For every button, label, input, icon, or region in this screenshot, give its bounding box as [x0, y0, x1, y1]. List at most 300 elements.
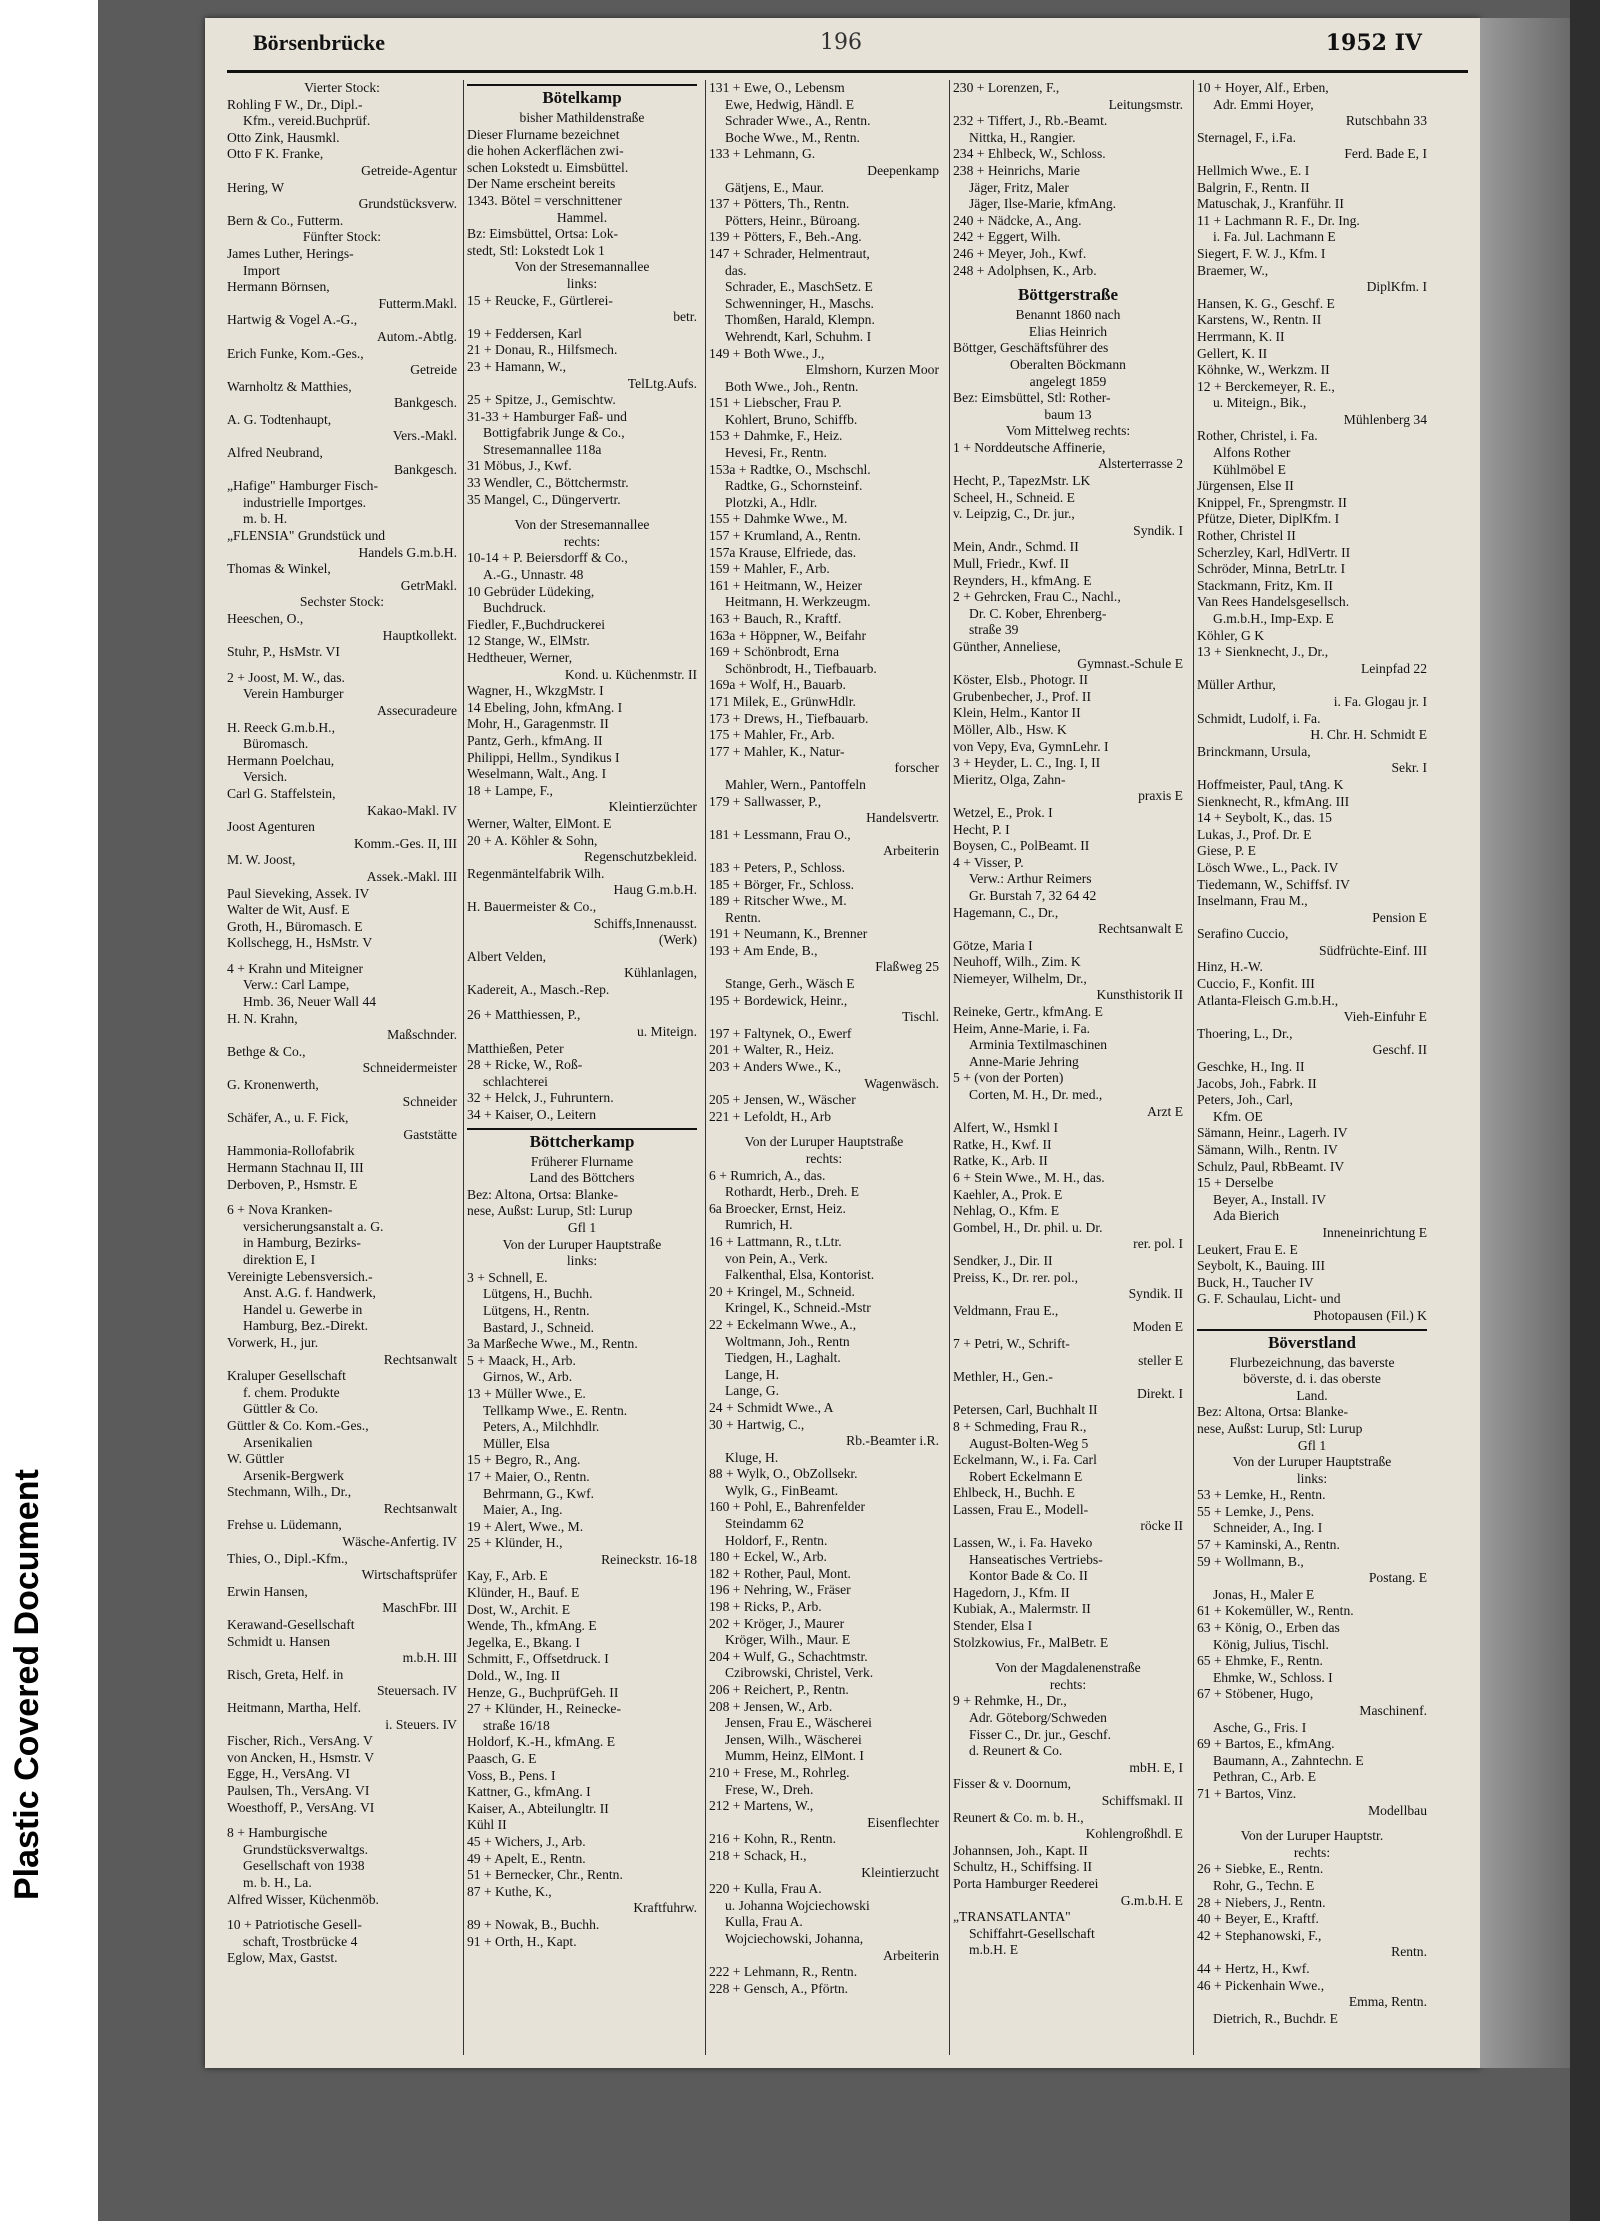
- directory-line: Bankgesch.: [393, 461, 457, 477]
- directory-line: Eckelmann, W., i. Fa. Carl: [953, 1452, 1097, 1468]
- directory-line: Tiedemann, W., Schiffsf. IV: [1197, 876, 1350, 892]
- directory-line: schen Lokstedt u. Eimsbüttel.: [467, 159, 629, 175]
- directory-line: Land.: [1296, 1387, 1328, 1403]
- directory-line: 195 + Bordewick, Heinr.,: [709, 992, 848, 1008]
- directory-line: Sämann, Heinr., Lagerh. IV: [1197, 1125, 1348, 1141]
- directory-line: 6a Broecker, Ernst, Heiz.: [709, 1200, 846, 1216]
- directory-line: Paasch, G. E: [467, 1751, 537, 1766]
- directory-line: Schönbrodt, H., Tiefbauarb.: [725, 660, 877, 676]
- directory-line: Rutschbahn 33: [1345, 113, 1427, 129]
- directory-line: Jonas, H., Maler E: [1213, 1586, 1315, 1602]
- directory-line: Kakao-Makl. IV: [367, 802, 457, 818]
- directory-line: m.b.H. E: [969, 1942, 1019, 1958]
- side-label: Plastic Covered Document: [8, 1469, 46, 1900]
- directory-line: mbH. E, I: [1129, 1759, 1183, 1775]
- directory-line: 212 + Martens, W.,: [709, 1798, 814, 1814]
- directory-line: 22 + Eckelmann Wwe., A.,: [709, 1316, 857, 1332]
- directory-line: Wojciechowski, Johanna,: [725, 1930, 864, 1946]
- directory-line: Schrader, E., MaschSetz. E: [725, 279, 873, 295]
- directory-line: Dr. C. Kober, Ehrenberg-: [969, 605, 1107, 621]
- directory-line: 221 + Lefoldt, H., Arb: [709, 1108, 832, 1124]
- directory-line: 157 + Krumland, A., Rentn.: [709, 528, 861, 544]
- directory-line: rechts:: [1293, 1844, 1331, 1860]
- directory-line: schaft, Trostbrücke 4: [243, 1933, 358, 1949]
- directory-line: 31-33 + Hamburger Faß- und: [467, 408, 627, 424]
- directory-line: Heitmann, Martha, Helf.: [227, 1700, 362, 1715]
- directory-line: d. Reunert & Co.: [969, 1743, 1063, 1759]
- directory-line: 232 + Tiffert, J., Rb.-Beamt.: [953, 113, 1108, 129]
- directory-line: Werner, Walter, ElMont. E: [467, 815, 612, 831]
- directory-line: Klünder, H., Bauf. E: [467, 1585, 580, 1601]
- directory-line: 153 + Dahmke, F., Heiz.: [709, 428, 843, 444]
- directory-line: 11 + Lachmann R. F., Dr. Ing.: [1197, 212, 1360, 228]
- directory-line: 133 + Lehmann, G.: [709, 146, 816, 162]
- directory-line: Kringel, K., Schneid.-Mstr: [725, 1300, 871, 1316]
- directory-line: 65 + Ehmke, F., Rentn.: [1197, 1653, 1323, 1669]
- directory-line: Jacobs, Joh., Fabrk. II: [1197, 1075, 1317, 1091]
- directory-line: Corten, M. H., Dr. med.,: [969, 1087, 1103, 1103]
- directory-line: Hagemann, C., Dr.,: [953, 904, 1059, 920]
- directory-line: Postang. E: [1368, 1570, 1427, 1586]
- directory-line: Maschinenf.: [1359, 1703, 1427, 1718]
- directory-line: Land des Böttchers: [529, 1170, 635, 1186]
- directory-line: Gfl 1: [1297, 1437, 1327, 1453]
- directory-line: Kfm. OE: [1213, 1108, 1263, 1124]
- directory-line: 131 + Ewe, O., Lebensm: [709, 80, 845, 95]
- directory-line: A. G. Todtenhaupt,: [227, 411, 332, 427]
- directory-line: Autom.-Abtlg.: [376, 328, 457, 344]
- directory-line: Gesellschaft von 1938: [243, 1858, 365, 1874]
- directory-line: 12 Stange, W., ElMstr.: [467, 633, 590, 649]
- directory-line: Schulz, Paul, RbBeamt. IV: [1197, 1158, 1345, 1174]
- directory-line: Schmidt u. Hansen: [227, 1633, 331, 1649]
- directory-line: 10 + Hoyer, Alf., Erben,: [1197, 80, 1329, 95]
- directory-line: Stolzkowius, Fr., MalBetr. E: [953, 1634, 1109, 1650]
- directory-line: Balgrin, F., Rentn. II: [1197, 179, 1310, 195]
- directory-line: 208 + Jensen, W., Arb.: [709, 1698, 833, 1714]
- directory-line: Regenmäntelfabrik Wilh.: [467, 865, 605, 881]
- directory-line: 4 + Krahn und Miteigner: [227, 960, 364, 976]
- directory-line: Warnholtz & Matthies,: [227, 378, 352, 394]
- directory-line: Kühlanlagen,: [624, 965, 697, 981]
- directory-line: Alfert, W., Hsmkl I: [953, 1120, 1058, 1136]
- directory-line: Walter de Wit, Ausf. E: [227, 902, 350, 918]
- directory-line: Egge, H., VersAng. VI: [227, 1766, 350, 1782]
- directory-line: Giese, P. E: [1197, 843, 1256, 859]
- directory-line: Mumm, Heinz, ElMont. I: [725, 1748, 864, 1764]
- directory-line: Hoffmeister, Paul, tAng. K: [1197, 776, 1344, 792]
- directory-line: i. Fa. Glogau jr. I: [1333, 693, 1427, 709]
- directory-line: Arsenik-Bergwerk: [243, 1467, 344, 1483]
- directory-line: G. Kronenwerth,: [227, 1077, 319, 1093]
- directory-line: 33 Wendler, C., Böttchermstr.: [467, 475, 629, 491]
- directory-line: Stange, Gerh., Wäsch E: [725, 976, 855, 992]
- directory-line: Mein, Andr., Schmd. II: [953, 539, 1079, 555]
- column-3: [709, 80, 939, 2055]
- directory-line: Von der Luruper Hauptstraße: [502, 1236, 662, 1252]
- directory-line: 175 + Mahler, Fr., Arb.: [709, 727, 835, 743]
- directory-line: steller E: [1138, 1352, 1183, 1368]
- directory-line: Jensen, Frau E., Wäscherei: [725, 1715, 872, 1731]
- directory-line: Van Rees Handelsgesellsch.: [1197, 594, 1350, 610]
- directory-line: 35 Mangel, C., Düngervertr.: [467, 491, 621, 507]
- directory-line: Rechtsanwalt E: [1098, 921, 1183, 937]
- directory-line: 26 + Matthiessen, P.,: [467, 1007, 581, 1023]
- directory-line: 69 + Bartos, E., kfmAng.: [1197, 1736, 1335, 1752]
- directory-line: Getreide-Agentur: [361, 162, 457, 178]
- directory-line: Von der Luruper Hauptstraße: [744, 1134, 904, 1150]
- directory-line: Gfl 1: [567, 1220, 597, 1235]
- directory-line: Schiffahrt-Gesellschaft: [969, 1925, 1095, 1941]
- header-rule: [227, 70, 1468, 73]
- directory-line: rechts:: [1049, 1676, 1087, 1692]
- directory-line: Kond. u. Küchenmstr. II: [564, 666, 697, 682]
- directory-line: Güttler & Co.: [243, 1401, 319, 1417]
- directory-line: 19 + Feddersen, Karl: [467, 325, 582, 341]
- spacer: [227, 1816, 457, 1825]
- directory-line: Hanseatisches Vertriebs-: [969, 1551, 1103, 1567]
- directory-line: Anst. A.G. f. Handwerk,: [243, 1285, 376, 1301]
- directory-line: 210 + Frese, M., Rohrleg.: [709, 1764, 850, 1780]
- directory-line: Arbeiterin: [883, 843, 939, 859]
- directory-line: Porta Hamburger Reederei: [953, 1875, 1099, 1891]
- directory-line: „FLENSIA" Grundstück und: [227, 528, 386, 544]
- directory-line: 49 + Apelt, E., Rentn.: [467, 1850, 586, 1866]
- directory-line: Lange, G.: [725, 1383, 779, 1399]
- directory-line: Woesthoff, P., VersAng. VI: [227, 1799, 375, 1815]
- directory-line: Rothardt, Herb., Dreh. E: [725, 1184, 860, 1200]
- directory-line: 53 + Lemke, H., Rentn.: [1197, 1487, 1326, 1503]
- directory-line: Fisser C., Dr. jur., Geschf.: [969, 1726, 1111, 1742]
- directory-line: Elmshorn, Kurzen Moor: [805, 362, 939, 378]
- directory-line: Stresemannallee 118a: [483, 441, 602, 457]
- directory-line: Serafino Cuccio,: [1197, 926, 1289, 942]
- directory-line: 242 + Eggert, Wilh.: [953, 229, 1061, 245]
- directory-line: Schneidermeister: [362, 1060, 457, 1076]
- directory-line: 25 + Klünder, H.,: [467, 1535, 563, 1551]
- directory-line: 51 + Bernecker, Chr., Rentn.: [467, 1867, 623, 1883]
- directory-line: Schiffs,Innenausst.: [593, 915, 697, 931]
- street-heading: Böttgerstraße: [1017, 285, 1119, 305]
- directory-line: die hohen Ackerflächen zwi-: [467, 143, 624, 159]
- directory-line: Syndik. I: [1133, 522, 1183, 538]
- directory-line: Nittka, H., Rangier.: [969, 129, 1076, 145]
- directory-line: Fisser & v. Doornum,: [953, 1776, 1072, 1792]
- directory-line: Kohlert, Bruno, Schiffb.: [725, 411, 858, 427]
- directory-line: 3 + Schnell, E.: [467, 1269, 548, 1285]
- column-divider: [705, 80, 706, 2055]
- directory-line: nese, Außst: Lurup, Stl: Lurup: [467, 1203, 633, 1219]
- directory-line: 87 + Kuthe, K.,: [467, 1883, 552, 1899]
- directory-line: 63 + König, O., Erben das: [1197, 1620, 1340, 1636]
- directory-line: Siegert, F. W. J., Kfm. I: [1197, 245, 1326, 261]
- directory-line: Von der Stresemannallee: [514, 517, 650, 533]
- directory-line: Hecht, P. I: [953, 821, 1010, 837]
- directory-line: Rumrich, H.: [725, 1217, 793, 1233]
- directory-line: Gymnast.-Schule E: [1077, 655, 1183, 671]
- directory-line: nese, Außst: Lurup, Stl: Lurup: [1197, 1420, 1363, 1436]
- directory-line: G.m.b.H. E: [1120, 1892, 1183, 1908]
- directory-line: 216 + Kohn, R., Rentn.: [709, 1831, 836, 1847]
- directory-line: Reineckstr. 16-18: [601, 1551, 697, 1567]
- directory-line: 13 + Sienknecht, J., Dr.,: [1197, 644, 1329, 660]
- directory-line: 32 + Helck, J., Fuhruntern.: [467, 1090, 614, 1106]
- directory-line: 198 + Ricks, P., Arb.: [709, 1599, 822, 1615]
- directory-line: 20 + A. Köhler & Sohn,: [467, 832, 598, 848]
- directory-line: Hmb. 36, Neuer Wall 44: [243, 994, 377, 1010]
- directory-line: Wende, Th., kfmAng. E: [467, 1618, 597, 1634]
- directory-line: 189 + Ritscher Wwe., M.: [709, 893, 847, 909]
- directory-line: 30 + Hartwig, C.,: [709, 1416, 805, 1432]
- directory-line: Tellkamp Wwe., E. Rentn.: [483, 1402, 628, 1418]
- directory-line: 240 + Nädcke, A., Ang.: [953, 212, 1082, 228]
- directory-line: Moden E: [1132, 1319, 1183, 1335]
- street-heading: Böverstland: [1197, 1329, 1427, 1355]
- scanner-edge: [1570, 0, 1600, 2221]
- directory-line: Benannt 1860 nach: [1015, 307, 1121, 323]
- directory-line: Lassen, W., i. Fa. Haveko: [953, 1535, 1093, 1551]
- directory-line: Stender, Elsa I: [953, 1618, 1033, 1634]
- directory-line: Preiss, K., Dr. rer. pol.,: [953, 1269, 1078, 1285]
- directory-line: Getreide: [410, 362, 457, 378]
- directory-line: M. W. Joost,: [227, 852, 296, 868]
- directory-line: Plotzki, A., Hdlr.: [725, 494, 818, 510]
- directory-line: Alsterterrasse 2: [1098, 456, 1183, 472]
- directory-line: Dieser Flurname bezeichnet: [467, 126, 620, 142]
- directory-line: Kaiser, A., Abteilungltr. II: [467, 1800, 609, 1816]
- directory-line: von Vepy, Eva, GymnLehr. I: [953, 738, 1109, 754]
- directory-line: Ehlbeck, H., Buchh. E: [953, 1485, 1075, 1501]
- directory-line: 3a Marßeche Wwe., M., Rentn.: [467, 1336, 638, 1352]
- directory-line: Sendker, J., Dir. II: [953, 1252, 1053, 1268]
- directory-line: Rechtsanwalt: [383, 1351, 457, 1367]
- directory-line: 193 + Am Ende, B.,: [709, 942, 818, 958]
- directory-line: Fünfter Stock:: [302, 229, 382, 245]
- column-4: [953, 80, 1183, 2055]
- directory-line: 16 + Lattmann, R., t.Ltr.: [709, 1233, 842, 1249]
- directory-line: Jensen, Wilh., Wäscherei: [725, 1731, 862, 1747]
- directory-line: Verein Hamburger: [243, 686, 344, 702]
- directory-line: 6 + Stein Wwe., M. H., das.: [953, 1170, 1105, 1185]
- directory-line: Lange, H.: [725, 1366, 779, 1382]
- directory-line: Sienknecht, R., kfmAng. III: [1197, 793, 1350, 809]
- spacer: [227, 1193, 457, 1202]
- directory-line: Hamburg, Bez.-Direkt.: [243, 1318, 369, 1334]
- directory-line: DiplKfm. I: [1366, 279, 1427, 295]
- directory-line: Heitmann, H. Werkzeugm.: [725, 594, 871, 610]
- directory-line: Kadereit, A., Masch.-Rep.: [467, 981, 610, 997]
- page-header-right: 1952 IV: [1325, 30, 1422, 56]
- directory-line: direktion E, I: [243, 1251, 316, 1267]
- directory-line: Verw.: Arthur Reimers: [969, 871, 1092, 887]
- directory-line: Erich Funke, Kom.-Ges.,: [227, 345, 364, 361]
- directory-line: 17 + Maier, O., Rentn.: [467, 1468, 590, 1484]
- directory-line: Arbeiterin: [883, 1947, 939, 1963]
- directory-line: Lukas, J., Prof. Dr. E: [1197, 826, 1312, 842]
- directory-line: H. Chr. H. Schmidt E: [1310, 727, 1427, 743]
- spacer: [467, 998, 697, 1007]
- directory-line: Hinz, H.-W.: [1197, 959, 1263, 975]
- directory-line: 13 + Müller Wwe., E.: [467, 1385, 586, 1401]
- directory-line: 218 + Schack, H.,: [709, 1847, 807, 1863]
- directory-line: das.: [725, 262, 747, 278]
- directory-line: Früherer Flurname: [530, 1153, 634, 1169]
- directory-line: Flurbezeichnung, das baverste: [1229, 1354, 1395, 1370]
- directory-line: stedt, Stl: Lokstedt Lok 1: [467, 242, 605, 258]
- street-heading: Bötelkamp: [467, 84, 697, 110]
- directory-line: Fiedler, F.,Buchdruckerei: [467, 616, 606, 632]
- directory-line: Petersen, Carl, Buchhalt II: [953, 1402, 1098, 1418]
- directory-line: Schäfer, A., u. F. Fick,: [227, 1110, 349, 1126]
- directory-line: Hammel.: [556, 209, 608, 225]
- directory-line: Niemeyer, Wilhelm, Dr.,: [953, 970, 1087, 986]
- directory-line: Knippel, Fr., Sprengmstr. II: [1197, 494, 1347, 510]
- directory-line: 57 + Kaminski, A., Rentn.: [1197, 1537, 1340, 1553]
- directory-line: Both Wwe., Joh., Rentn.: [725, 378, 859, 394]
- directory-line: Ewe, Hedwig, Händl. E: [725, 96, 855, 112]
- directory-line: Hermann Poelchau,: [227, 752, 335, 768]
- directory-line: 3 + Heyder, L. C., Ing. I, II: [953, 755, 1101, 771]
- directory-line: Seybolt, K., Bauing. III: [1197, 1258, 1325, 1274]
- directory-line: 44 + Hertz, H., Kwf.: [1197, 1960, 1310, 1976]
- directory-line: Kühl II: [467, 1817, 507, 1833]
- directory-line: Eglow, Max, Gastst.: [227, 1950, 338, 1966]
- directory-line: 169 + Schönbrodt, Erna: [709, 644, 839, 660]
- directory-line: Vorwerk, H., jur.: [227, 1334, 319, 1350]
- directory-line: Peters, Joh., Carl,: [1197, 1092, 1293, 1108]
- directory-line: Carl G. Staffelstein,: [227, 785, 336, 801]
- directory-line: Lütgens, H., Rentn.: [483, 1302, 590, 1318]
- directory-line: Wäsche-Anfertig. IV: [342, 1534, 457, 1550]
- directory-line: Wirtschaftsprüfer: [361, 1567, 457, 1583]
- directory-line: Von der Stresemannallee: [514, 259, 650, 275]
- directory-line: Mieritz, Olga, Zahn-: [953, 771, 1066, 787]
- directory-line: Müller Arthur,: [1197, 677, 1276, 693]
- directory-line: TelLtg.Aufs.: [627, 375, 697, 391]
- directory-line: 12 + Berckemeyer, R. E.,: [1197, 378, 1335, 394]
- directory-line: Tischl.: [902, 1009, 939, 1025]
- directory-line: Schultz, H., Schiffsing. II: [953, 1859, 1093, 1875]
- directory-line: m. b. H., La.: [243, 1874, 312, 1890]
- directory-line: links:: [566, 1253, 598, 1269]
- directory-line: 7 + Petri, W., Schrift-: [953, 1335, 1070, 1351]
- directory-line: Leinpfad 22: [1360, 660, 1427, 676]
- directory-line: Hermann Stachnau II, III: [227, 1160, 364, 1175]
- directory-line: schlachterei: [483, 1073, 548, 1089]
- directory-line: Kraftfuhrw.: [633, 1900, 697, 1916]
- directory-line: 2 + Gehrcken, Frau C., Nachl.,: [953, 589, 1121, 605]
- directory-line: Hevesi, Fr., Rentn.: [725, 445, 827, 461]
- directory-line: 203 + Anders Wwe., K.,: [709, 1059, 842, 1075]
- directory-line: 10-14 + P. Beiersdorff & Co.,: [467, 550, 628, 566]
- directory-line: Emma, Rentn.: [1348, 1994, 1427, 2010]
- directory-line: Bastard, J., Schneid.: [483, 1319, 595, 1335]
- directory-line: Schrader Wwe., A., Rentn.: [725, 113, 871, 129]
- directory-line: Assecuradeure: [376, 702, 457, 718]
- directory-line: Kubiak, A., Malermstr. II: [953, 1601, 1091, 1617]
- directory-line: G. F. Schaulau, Licht- und: [1197, 1291, 1341, 1307]
- directory-line: 88 + Wylk, O., ObZollsekr.: [709, 1466, 858, 1482]
- directory-line: böverste, d. i. das oberste: [1243, 1371, 1381, 1387]
- directory-line: Alfred Wisser, Küchenmöb.: [227, 1891, 379, 1907]
- directory-line: Asche, G., Fris. I: [1213, 1719, 1307, 1735]
- directory-line: Kattner, G., kfmAng. I: [467, 1784, 591, 1800]
- page-edge: [1480, 18, 1570, 2068]
- directory-line: u. Johanna Wojciechowski: [725, 1897, 870, 1913]
- directory-line: Dietrich, R., Buchdr. E: [1213, 2010, 1338, 2026]
- directory-line: 55 + Lemke, J., Pens.: [1197, 1503, 1315, 1519]
- directory-line: 220 + Kulla, Frau A.: [709, 1881, 822, 1897]
- directory-line: Bethge & Co.,: [227, 1043, 306, 1059]
- directory-line: Klein, Helm., Kantor II: [953, 705, 1081, 721]
- directory-line: angelegt 1859: [1029, 373, 1107, 389]
- directory-line: Verw.: Carl Lampe,: [243, 977, 350, 993]
- directory-line: Hammonia-Rollofabrik: [227, 1143, 355, 1159]
- directory-line: Futterm.Makl.: [378, 295, 457, 311]
- directory-line: Jäger, Ilse-Marie, kfmAng.: [969, 196, 1117, 212]
- directory-line: Buchdruck.: [483, 600, 547, 616]
- directory-line: Schneider: [402, 1093, 457, 1109]
- directory-line: Rentn.: [725, 909, 761, 925]
- directory-line: Reunert & Co. m. b. H.,: [953, 1809, 1084, 1825]
- directory-page: [205, 18, 1480, 2068]
- directory-line: 155 + Dahmke Wwe., M.: [709, 511, 848, 527]
- directory-line: Jegelka, E., Bkang. I: [467, 1634, 580, 1650]
- directory-line: Pethran, C., Arb. E: [1213, 1769, 1317, 1785]
- directory-line: Handels G.m.b.H.: [358, 544, 457, 560]
- directory-line: 147 + Schrader, Helmentraut,: [709, 245, 870, 261]
- column-1: [227, 80, 457, 2055]
- directory-line: 15 + Reucke, F., Gürtlerei-: [467, 292, 613, 308]
- directory-line: Schwenninger, H., Maschs.: [725, 295, 874, 311]
- directory-line: 228 + Gensch, A., Pförtn.: [709, 1980, 849, 1996]
- spacer: [467, 508, 697, 517]
- directory-line: Johannsen, Joh., Kapt. II: [953, 1842, 1088, 1858]
- directory-line: Möller, Alb., Hsw. K: [953, 721, 1067, 737]
- directory-line: 191 + Neumann, K., Brenner: [709, 926, 868, 942]
- directory-line: 197 + Faltynek, O., Ewerf: [709, 1025, 852, 1041]
- directory-line: 20 + Kringel, M., Schneid.: [709, 1283, 855, 1299]
- spacer: [953, 1651, 1183, 1660]
- directory-line: Oberalten Böckmann: [1010, 356, 1126, 372]
- directory-line: 91 + Orth, H., Kapt.: [467, 1933, 577, 1949]
- directory-line: Böttger, Geschäftsführer des: [953, 340, 1109, 356]
- directory-line: Gaststätte: [403, 1126, 457, 1142]
- directory-line: Dost, W., Archit. E: [467, 1601, 571, 1617]
- directory-line: Heeschen, O.,: [227, 611, 304, 626]
- directory-line: Herrmann, K. II: [1197, 328, 1285, 344]
- directory-line: Vom Mittelweg rechts:: [1005, 423, 1131, 439]
- directory-line: Pantz, Gerh., kfmAng. II: [467, 732, 603, 748]
- directory-line: Kulla, Frau A.: [725, 1914, 803, 1930]
- directory-line: 5 + Maack, H., Arb.: [467, 1352, 576, 1368]
- directory-line: röcke II: [1140, 1518, 1183, 1534]
- directory-line: H. Bauermeister & Co.,: [467, 898, 597, 914]
- directory-line: Stackmann, Fritz, Km. II: [1197, 577, 1333, 593]
- directory-line: Anne-Marie Jehring: [969, 1053, 1079, 1069]
- directory-line: Lassen, Frau E., Modell-: [953, 1501, 1089, 1517]
- directory-line: Arminia Textilmaschinen: [969, 1037, 1108, 1053]
- directory-line: 180 + Eckel, W., Arb.: [709, 1549, 827, 1565]
- directory-line: Inselmann, Frau M.,: [1197, 893, 1308, 909]
- directory-line: Boysen, C., PolBeamt. II: [953, 838, 1090, 854]
- directory-line: Henze, G., BuchprüfGeh. II: [467, 1684, 619, 1700]
- directory-line: 177 + Mahler, K., Natur-: [709, 743, 845, 759]
- directory-line: Stuhr, P., HsMstr. VI: [227, 644, 340, 660]
- directory-line: Thomßen, Harald, Klempn.: [725, 312, 875, 328]
- spacer: [227, 661, 457, 670]
- directory-line: Leitungsmstr.: [1108, 96, 1183, 112]
